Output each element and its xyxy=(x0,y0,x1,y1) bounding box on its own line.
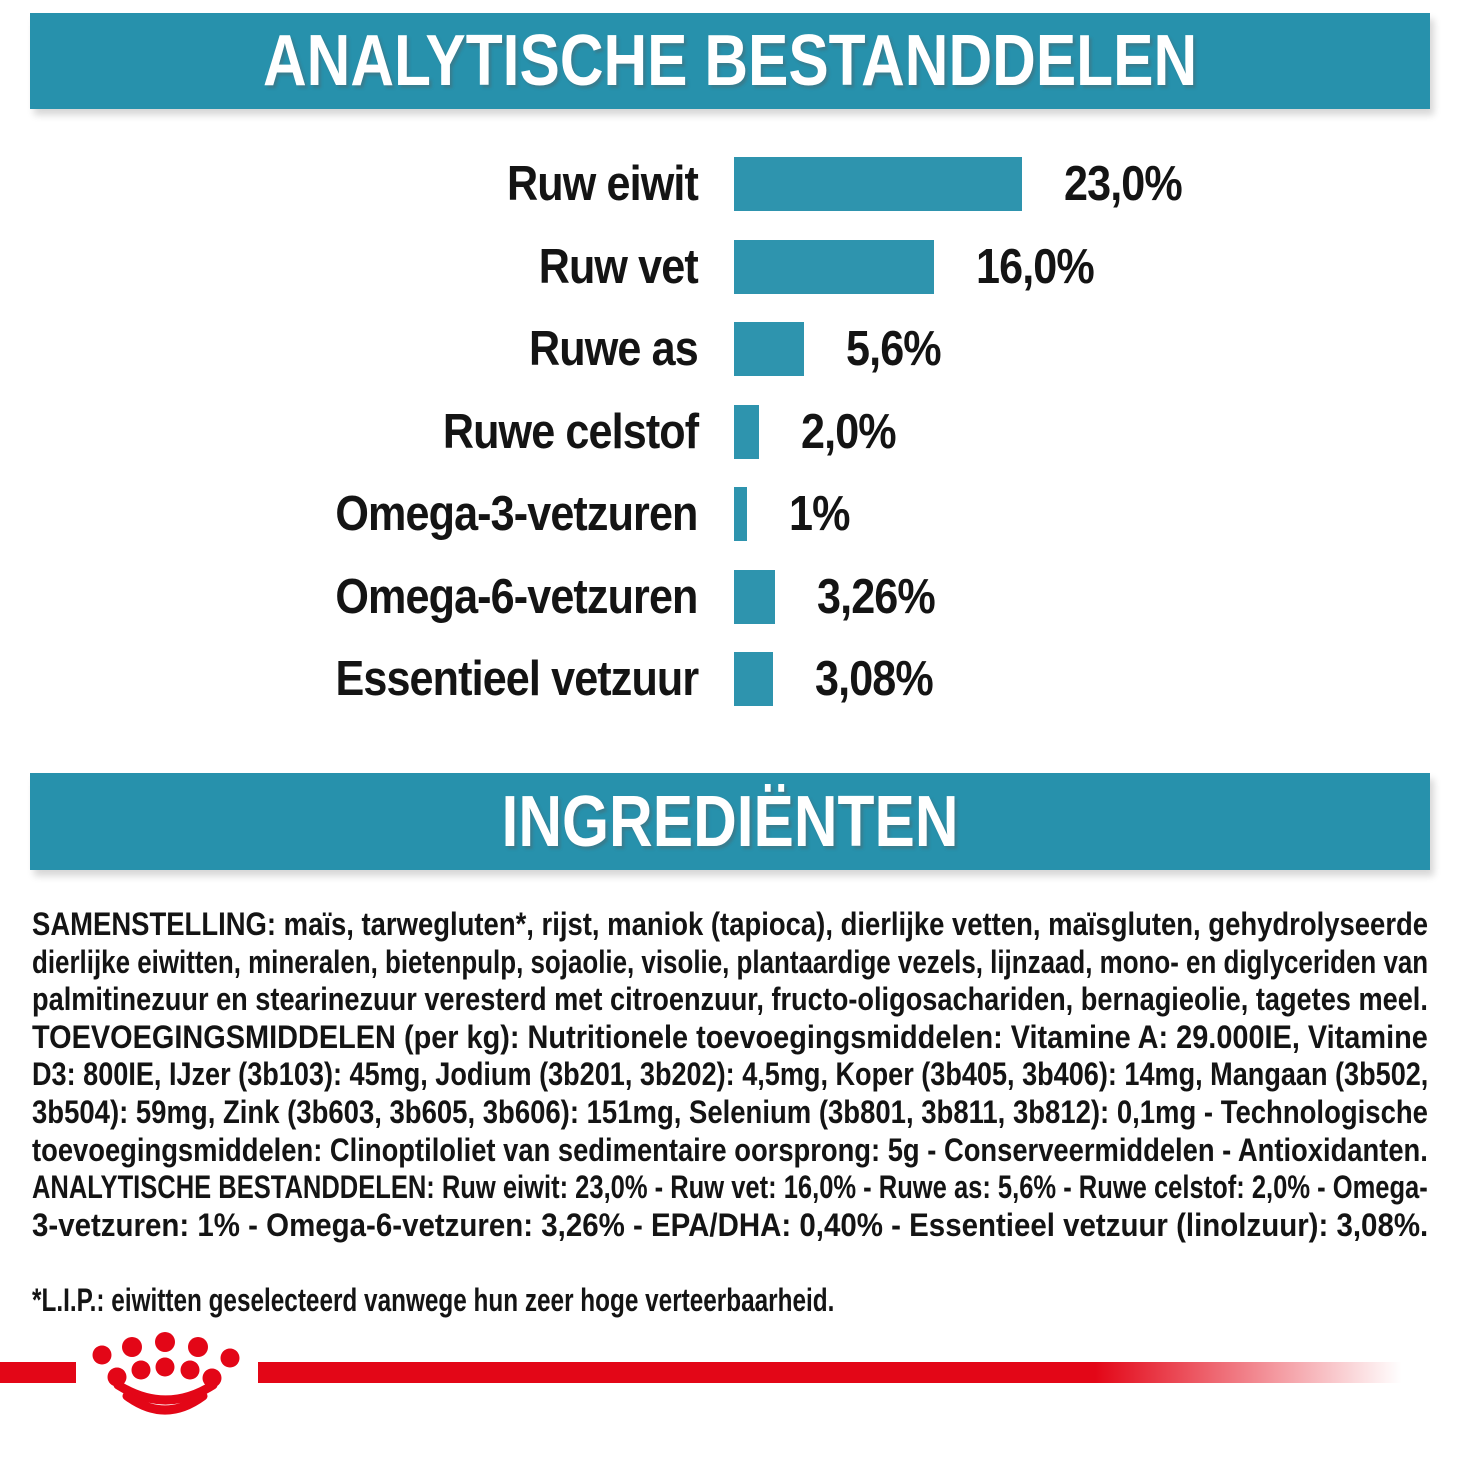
ingredients-line: ANALYTISCHE BESTANDDELEN: Ruw eiwit: 23,0% - Ruw vet: 16,0% - Ruwe as: 5,6% - Ruwe celstof: 2,0% - Omega- xyxy=(32,1169,1428,1206)
ingredients-line: toevoegingsmiddelen: Clinoptiloliet van sedimentaire oorsprong: 5g - Conserveermiddelen - Antioxidanten. xyxy=(32,1131,1428,1168)
chart-value-label: 3,08% xyxy=(814,652,933,707)
chart-category-label: Ruw vet xyxy=(538,239,698,294)
chart-category-label: Ruwe as xyxy=(529,322,698,377)
ingredients-line: dierlijke eiwitten, mineralen, bietenpulp, sojaolie, visolie, plantaardige vezels, lijnzaad, mono- en diglyceriden van xyxy=(32,943,1429,980)
royal-canin-crown-icon xyxy=(83,1322,243,1422)
chart-category-label: Ruwe celstof xyxy=(442,404,698,459)
analytical-banner xyxy=(30,13,1430,109)
chart-value-label: 5,6% xyxy=(846,322,941,377)
chart-bar xyxy=(734,405,759,459)
chart-value-label: 2,0% xyxy=(801,404,896,459)
chart-row xyxy=(0,308,1460,391)
ingredients-banner-title: INGREDIËNTEN xyxy=(501,781,959,862)
chart-category-label: Ruw eiwit xyxy=(507,157,698,212)
chart-bar xyxy=(734,322,804,376)
chart-category-label: Omega-6-vetzuren xyxy=(335,569,698,624)
chart-value-label: 16,0% xyxy=(976,239,1094,294)
ingredients-text-block xyxy=(32,906,1428,1244)
chart-row xyxy=(0,391,1460,474)
chart-bar xyxy=(734,157,1022,211)
chart-category-label: Essentieel vetzuur xyxy=(335,652,698,707)
chart-value-label: 23,0% xyxy=(1063,157,1182,212)
ingredients-line: TOEVOEGINGSMIDDELEN (per kg): Nutritionele toevoegingsmiddelen: Vitamine A: 29.000IE, Vitamine xyxy=(32,1018,1428,1055)
lip-footnote: *L.I.P.: eiwitten geselecteerd vanwege hun zeer hoge verteerbaarheid. xyxy=(32,1282,835,1318)
chart-bar xyxy=(734,487,747,541)
chart-bar xyxy=(734,570,775,624)
chart-bar xyxy=(734,652,773,706)
chart-value-label: 1% xyxy=(788,487,850,542)
chart-value-label: 3,26% xyxy=(816,569,935,624)
ingredients-line: SAMENSTELLING: maïs, tarwegluten*, rijst, maniok (tapioca), dierlijke vetten, maïsgluten, gehydrolyseerde xyxy=(32,906,1429,942)
ingredients-line: 3b504): 59mg, Zink (3b603, 3b605, 3b606): 151mg, Selenium (3b801, 3b811, 3b812): 0,1mg - Technologische xyxy=(32,1093,1428,1130)
chart-bar xyxy=(734,240,934,294)
chart-row xyxy=(0,473,1460,556)
ingredients-line: 3-vetzuren: 1% - Omega-6-vetzuren: 3,26% - EPA/DHA: 0,40% - Essentieel vetzuur (linolzuur): 3,08%. xyxy=(32,1206,1429,1243)
ingredients-line: palmitinezuur en stearinezuur veresterd met citroenzuur, fructo-oligosachariden, bernagieolie, tagetes meel. xyxy=(32,981,1428,1018)
ingredients-banner xyxy=(30,773,1430,870)
chart-category-label: Omega-3-vetzuren xyxy=(335,487,698,542)
analytical-banner-title: ANALYTISCHE BESTANDDELEN xyxy=(262,21,1198,101)
chart-row xyxy=(0,556,1460,639)
analytical-chart xyxy=(0,143,1460,721)
ingredients-line: D3: 800IE, IJzer (3b103): 45mg, Jodium (3b201, 3b202): 4,5mg, Koper (3b405, 3b406): 14mg, Mangaan (3b502, xyxy=(32,1056,1429,1093)
chart-row xyxy=(0,143,1460,226)
chart-row xyxy=(0,638,1460,721)
chart-row xyxy=(0,226,1460,309)
